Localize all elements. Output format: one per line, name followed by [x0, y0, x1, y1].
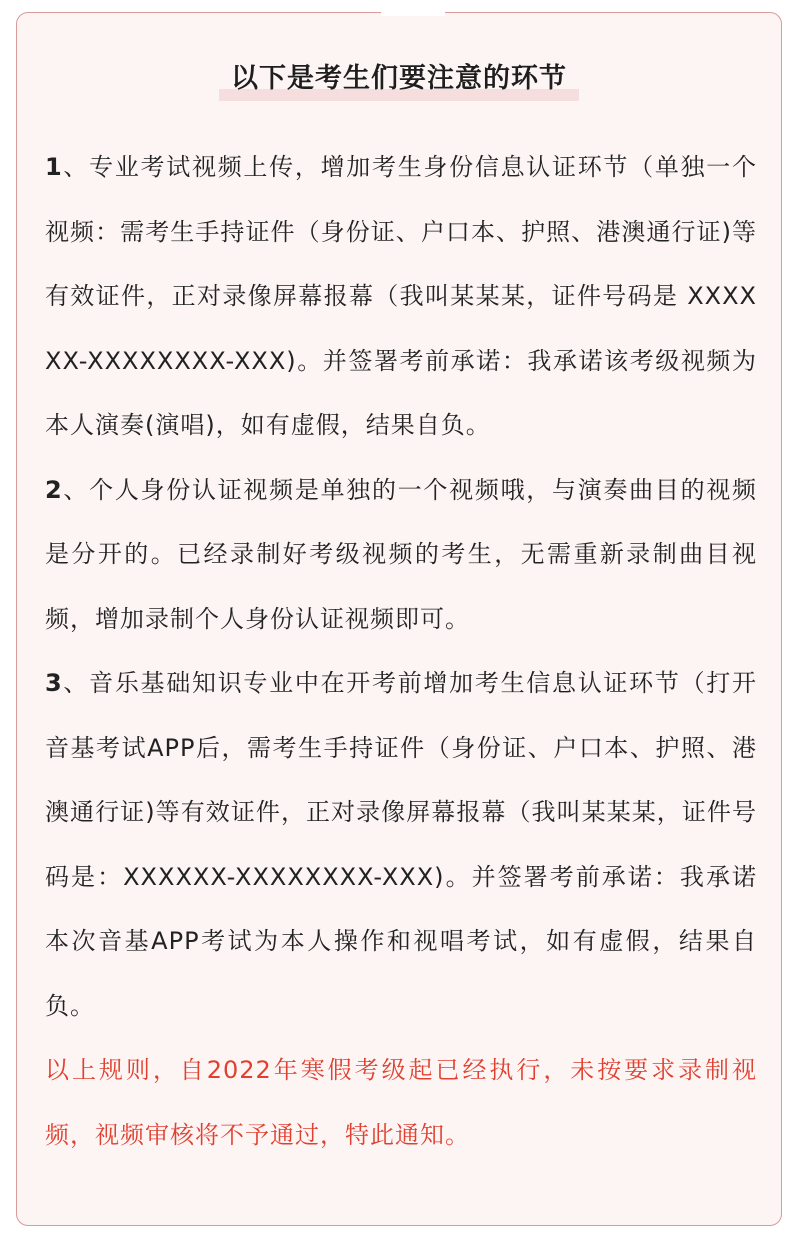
- page-title-text: 以下是考生们要注意的环节: [231, 63, 567, 94]
- title-container: [17, 59, 781, 99]
- rule-text: 、专业考试视频上传，增加考生身份信息认证环节（单独一个视频：需考生手持证件（身份证、户口本、护照、港澳通行证)等有效证件，正对录像屏幕报幕（我叫某某某，证件号码是 XXXXXX-XXXXXXXX-XXX)。并签署考前承诺：我承诺该考级视频为本人演奏(演唱)，如有虚假，结果自负。: [45, 153, 757, 439]
- rule-item-2: [45, 458, 757, 652]
- rule-number: 1: [45, 153, 63, 181]
- notice-content: [45, 135, 757, 1167]
- rule-number: 2: [45, 475, 63, 504]
- rule-number: 3: [45, 669, 63, 697]
- rule-text: 、个人身份认证视频是单独的一个视频哦，与演奏曲目的视频是分开的。已经录制好考级视频的考生，无需重新录制曲目视频，增加录制个人身份认证视频即可。: [45, 475, 757, 633]
- page-title: [223, 59, 575, 99]
- effective-notice: 以上规则，自2022年寒假考级起已经执行，未按要求录制视频，视频审核将不予通过，特此通知。: [45, 1056, 757, 1149]
- rule-item-3: [45, 651, 757, 1038]
- card-top-notch: [381, 10, 445, 16]
- rule-item-1: [45, 135, 757, 458]
- rule-text: 、音乐基础知识专业中在开考前增加考生信息认证环节（打开音基考试APP后，需考生手持证件（身份证、户口本、护照、港澳通行证)等有效证件，正对录像屏幕报幕（我叫某某某，证件号码是：XXXXXX-XXXXXXXX-XXX)。并签署考前承诺：我承诺本次音基APP考试为本人操作和视唱考试，如有虚假，结果自负。: [45, 669, 757, 1020]
- notice-card: [16, 12, 782, 1226]
